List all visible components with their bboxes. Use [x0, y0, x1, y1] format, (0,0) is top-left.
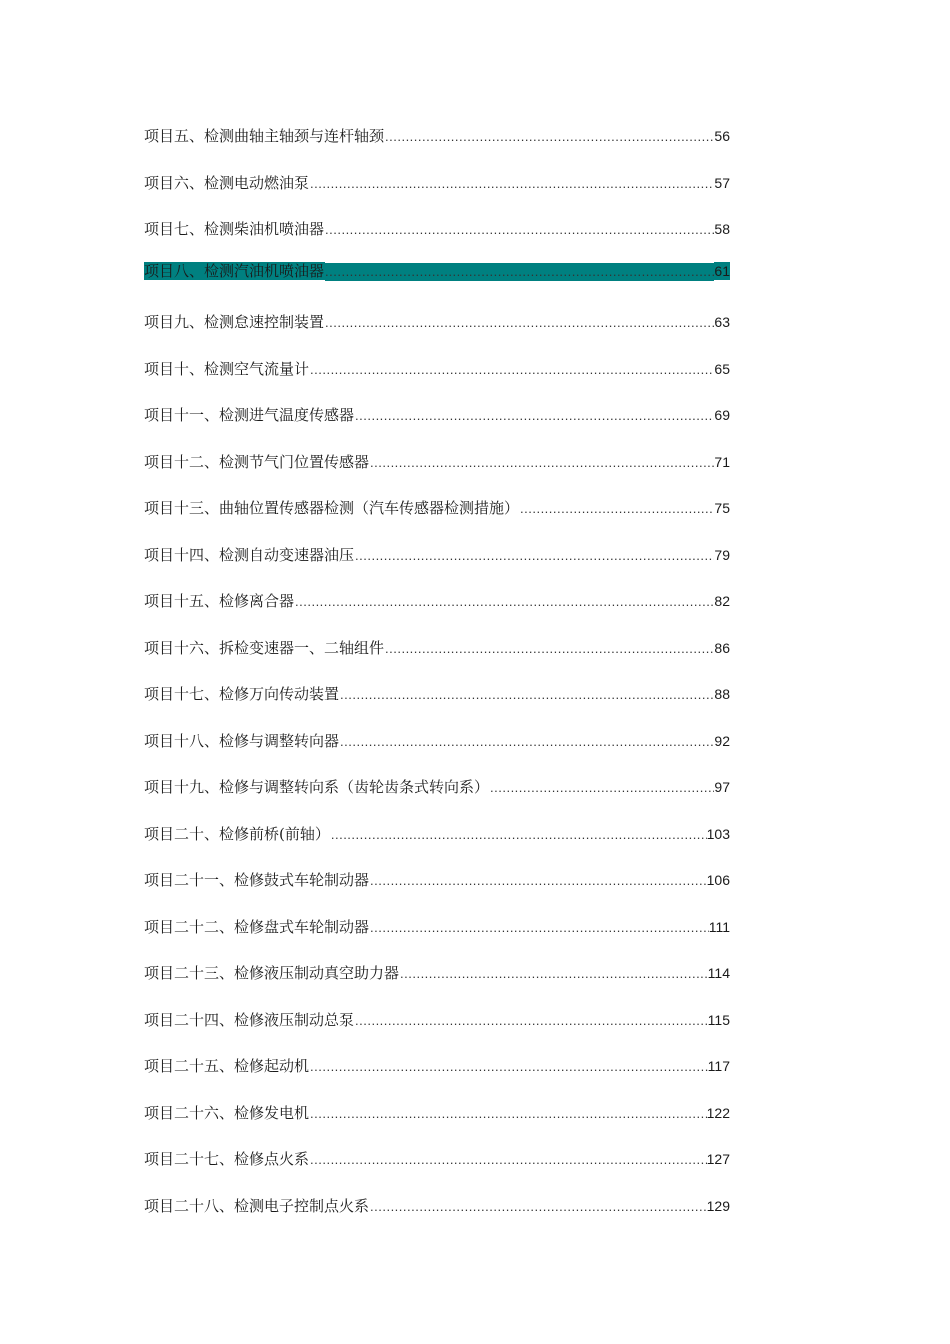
toc-dot-leader	[370, 867, 707, 895]
toc-entry[interactable]	[144, 401, 730, 448]
toc-entry-title: 项目七、检测柴油机喷油器	[144, 220, 325, 238]
toc-dot-leader	[310, 356, 714, 384]
toc-entry-page: 63	[714, 314, 730, 330]
toc-entry-title: 项目五、检测曲轴主轴颈与连杆轴颈	[144, 127, 385, 145]
toc-entry[interactable]	[144, 355, 730, 402]
toc-dot-leader	[490, 774, 714, 802]
toc-entry-title: 项目九、检测怠速控制装置	[144, 313, 325, 331]
toc-entry[interactable]	[144, 680, 730, 727]
toc-dot-leader	[385, 123, 714, 151]
toc-entry-title: 项目十四、检测自动变速器油压	[144, 545, 355, 564]
toc-entry-title: 项目十二、检测节气门位置传感器	[144, 452, 370, 471]
toc-entry[interactable]	[144, 448, 730, 495]
toc-entry-title: 项目十、检测空气流量计	[144, 359, 310, 378]
toc-entry[interactable]	[144, 1052, 730, 1099]
toc-entry-page: 58	[714, 221, 730, 237]
toc-entry-title: 项目十三、曲轴位置传感器检测（汽车传感器检测措施）	[144, 499, 520, 517]
toc-entry-page: 97	[714, 779, 730, 795]
toc-dot-leader	[310, 170, 714, 198]
toc-entry-title: 项目二十六、检修发电机	[144, 1103, 310, 1122]
toc-dot-leader	[370, 914, 709, 942]
toc-entry-title: 项目二十、检修前桥(前轴）	[144, 824, 330, 843]
toc-entry-title: 项目十九、检修与调整转向系（齿轮齿条式转向系）	[144, 778, 490, 796]
toc-entry-page: 92	[714, 732, 730, 749]
toc-entry-title: 项目二十一、检修鼓式车轮制动器	[144, 871, 370, 889]
toc-dot-leader	[331, 821, 707, 849]
toc-entry[interactable]	[144, 773, 730, 820]
toc-dot-leader	[385, 635, 714, 663]
toc-entry[interactable]	[144, 727, 730, 774]
toc-entry-page: 86	[714, 639, 730, 656]
toc-dot-leader	[355, 402, 714, 430]
toc-entry[interactable]	[144, 122, 730, 169]
toc-entry-page: 127	[706, 1151, 730, 1167]
toc-entry[interactable]	[144, 1099, 730, 1146]
toc-entry[interactable]	[144, 308, 730, 355]
toc-entry[interactable]	[144, 169, 730, 216]
toc-entry[interactable]	[144, 215, 730, 262]
toc-entry-page: 114	[707, 965, 730, 981]
toc-entry[interactable]	[144, 494, 730, 541]
toc-entry[interactable]	[144, 959, 730, 1006]
toc-entry-title: 项目二十二、检修盘式车轮制动器	[144, 917, 370, 936]
toc-entry-page: 103	[706, 825, 730, 842]
toc-dot-leader	[340, 728, 714, 756]
toc-dot-leader	[370, 1193, 707, 1221]
toc-entry-page: 71	[714, 453, 730, 470]
toc-dot-leader	[325, 263, 714, 281]
toc-entry-page: 56	[714, 128, 730, 144]
toc-dot-leader	[370, 449, 714, 477]
toc-entry-page: 106	[706, 872, 730, 888]
toc-entry-page: 88	[714, 686, 730, 702]
toc-entry[interactable]	[144, 541, 730, 588]
toc-entry-page: 129	[706, 1197, 730, 1214]
toc-entry-page: 111	[708, 918, 730, 935]
toc-dot-leader	[310, 1100, 707, 1128]
toc-entry-page: 79	[714, 546, 730, 563]
toc-dot-leader	[520, 495, 714, 523]
toc-entry-page: 57	[714, 174, 730, 191]
toc-entry[interactable]	[144, 866, 730, 913]
toc-entry-page: 82	[714, 593, 730, 609]
toc-entry-title: 项目十七、检修万向传动装置	[144, 685, 340, 703]
toc-entry-title: 项目六、检测电动燃油泵	[144, 173, 310, 192]
toc-entry-title: 项目二十四、检修液压制动总泵	[144, 1010, 355, 1029]
toc-entry-title: 项目十八、检修与调整转向器	[144, 731, 340, 750]
toc-dot-leader	[400, 960, 708, 988]
toc-entry-page: 117	[707, 1058, 730, 1074]
toc-entry[interactable]	[144, 587, 730, 634]
toc-dot-leader	[310, 1053, 708, 1081]
toc-entry-title: 项目二十三、检修液压制动真空助力器	[144, 964, 400, 982]
toc-entry[interactable]	[144, 634, 730, 681]
toc-entry-highlighted[interactable]	[144, 262, 730, 309]
toc-entry-title: 项目二十八、检测电子控制点火系	[144, 1196, 370, 1215]
toc-dot-leader	[355, 1007, 708, 1035]
toc-entry-page: 75	[714, 500, 730, 516]
toc-entry-page: 115	[707, 1011, 730, 1028]
toc-dot-leader	[310, 1146, 707, 1174]
toc-entry[interactable]	[144, 1192, 730, 1239]
toc-entry-page: 122	[706, 1104, 730, 1121]
toc-entry[interactable]	[144, 1145, 730, 1192]
toc-entry-title: 项目十一、检测进气温度传感器	[144, 406, 355, 424]
toc-dot-leader	[325, 309, 714, 337]
toc-entry[interactable]	[144, 1006, 730, 1053]
toc-dot-leader	[295, 588, 714, 616]
toc-entry-title: 项目二十七、检修点火系	[144, 1150, 310, 1168]
toc-entry[interactable]	[144, 820, 730, 867]
toc-entry-page: 61	[714, 262, 730, 279]
toc-dot-leader	[325, 216, 714, 244]
toc-entry[interactable]	[144, 913, 730, 960]
toc-entry-page: 69	[714, 407, 730, 423]
toc-entry-title: 项目八、检测汽油机喷油器	[144, 261, 325, 280]
toc-entry-page: 65	[714, 360, 730, 377]
toc-entry-title: 项目十六、拆检变速器一、二轴组件	[144, 638, 385, 657]
table-of-contents	[144, 122, 730, 1238]
toc-entry-title: 项目十五、检修离合器	[144, 592, 295, 610]
toc-entry-title: 项目二十五、检修起动机	[144, 1057, 310, 1075]
toc-dot-leader	[355, 542, 714, 570]
toc-dot-leader	[340, 681, 714, 709]
